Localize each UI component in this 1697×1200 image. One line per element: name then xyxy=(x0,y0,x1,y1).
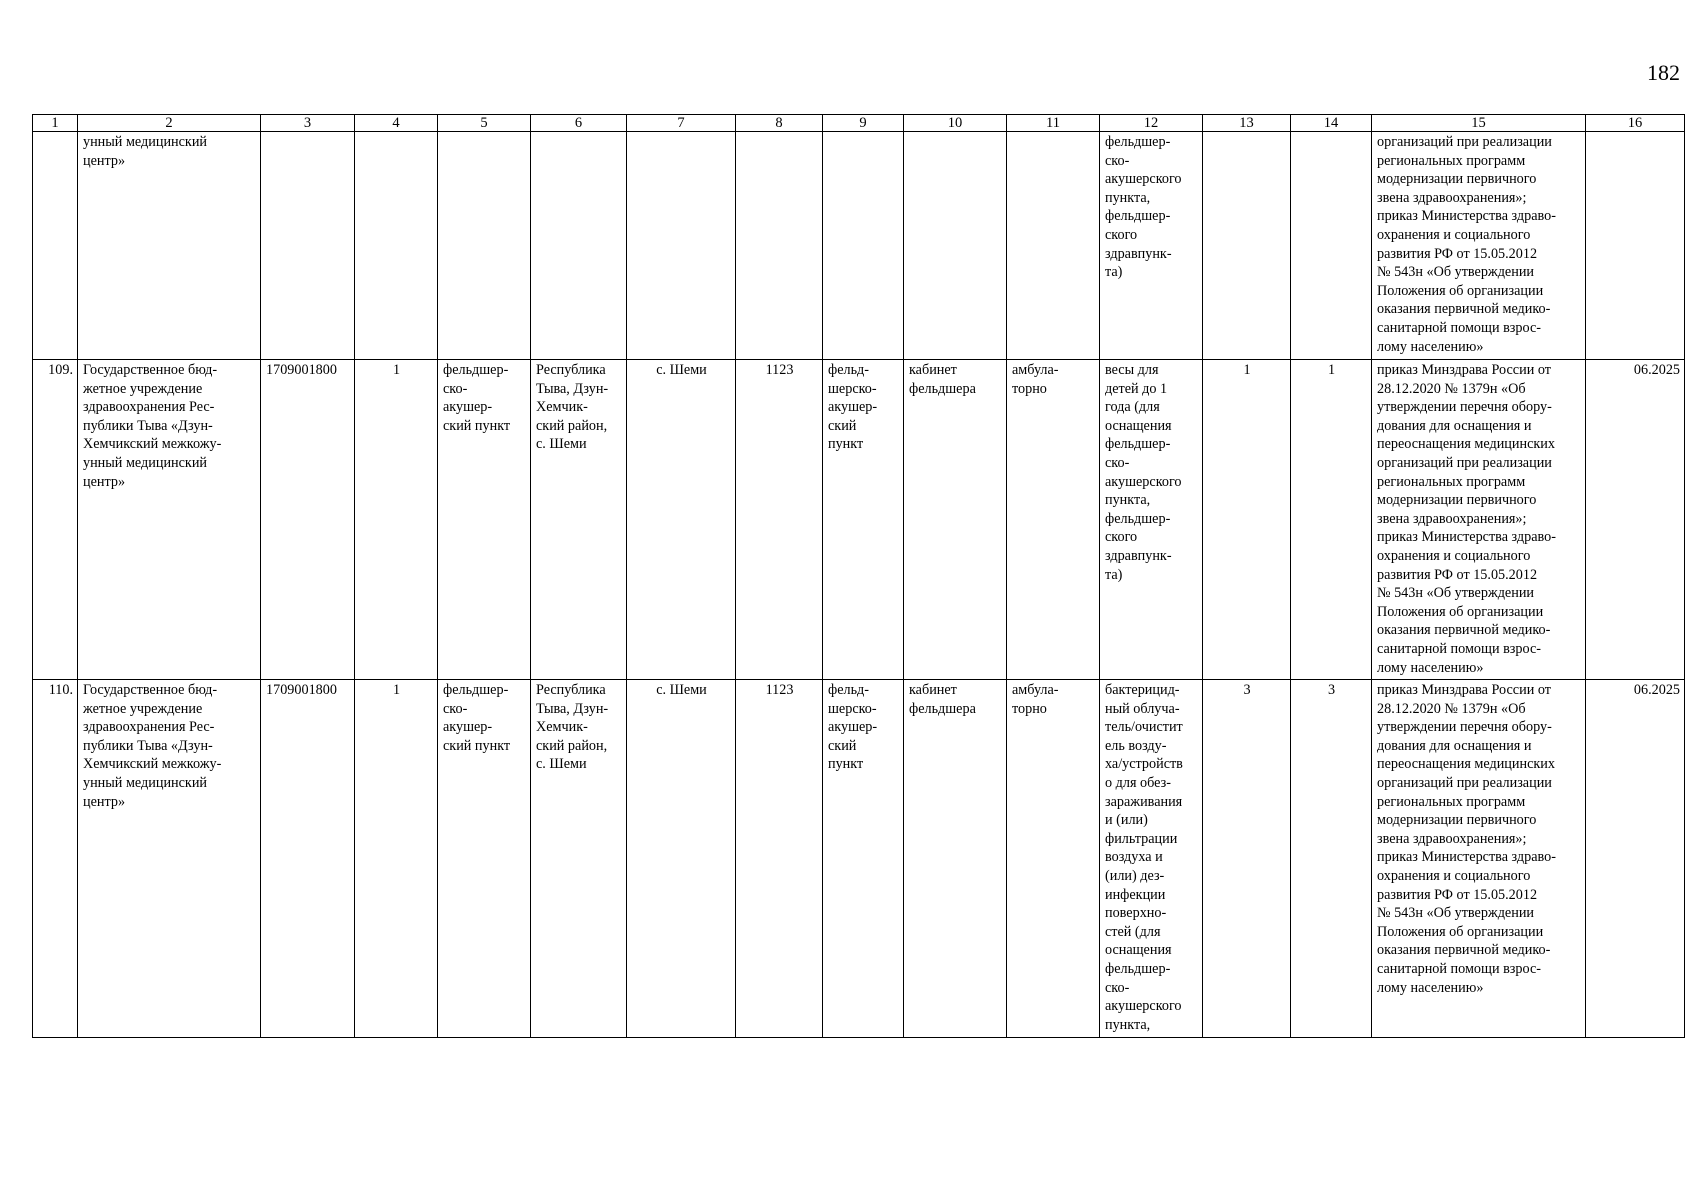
equipment-cell: фельдшер- ско- акушерского пункта, фельдшер- ского здравпунк- та) xyxy=(1100,132,1203,360)
address-cell: Республика Тыва, Дзун- Хемчик- ский район, с. Шеми xyxy=(531,360,627,680)
column-header: 11 xyxy=(1007,115,1100,132)
date-cell: 06.2025 xyxy=(1586,680,1685,1038)
column-number-header-row xyxy=(33,115,1685,132)
table-row xyxy=(33,680,1685,1038)
column-header: 10 xyxy=(904,115,1007,132)
row-number-cell: 110. xyxy=(33,680,78,1038)
column-header: 15 xyxy=(1372,115,1586,132)
count-cell xyxy=(1203,132,1291,360)
unit-type-cell: фельдшер- ско- акушер- ский пункт xyxy=(438,360,531,680)
column-header: 5 xyxy=(438,115,531,132)
number-cell xyxy=(736,132,823,360)
count-cell: 3 xyxy=(1203,680,1291,1038)
settlement-cell: с. Шеми xyxy=(627,360,736,680)
equipment-cell: весы для детей до 1 года (для оснащения фельдшер- ско- акушерского пункта, фельдшер- ского здравпунк- та) xyxy=(1100,360,1203,680)
regulation-cell: организаций при реализации региональных программ модернизации первичного звена здравоохранения»; приказ Министерства здраво- охранения и социального развития РФ от 15.05.2012 № 543н «Об утверждении Положения об организации оказания первичной медико- санитарной помощи взрос- лому населению» xyxy=(1372,132,1586,360)
column-header: 13 xyxy=(1203,115,1291,132)
column-header: 1 xyxy=(33,115,78,132)
date-cell: 06.2025 xyxy=(1586,360,1685,680)
code-cell: 1709001800 xyxy=(261,680,355,1038)
quantity-cell: 1 xyxy=(355,360,438,680)
care-mode-cell xyxy=(1007,132,1100,360)
column-header: 4 xyxy=(355,115,438,132)
number-cell: 1123 xyxy=(736,360,823,680)
institution-cell: унный медицинский центр» xyxy=(78,132,261,360)
count-cell: 1 xyxy=(1203,360,1291,680)
column-header: 3 xyxy=(261,115,355,132)
room-cell: кабинет фельдшера xyxy=(904,680,1007,1038)
column-header: 7 xyxy=(627,115,736,132)
table-row xyxy=(33,360,1685,680)
unit-type-cell xyxy=(438,132,531,360)
division-cell: фельд- шерско- акушер- ский пункт xyxy=(823,360,904,680)
number-cell: 1123 xyxy=(736,680,823,1038)
column-header: 16 xyxy=(1586,115,1685,132)
date-cell xyxy=(1586,132,1685,360)
page-number: 182 xyxy=(1647,60,1680,85)
room-cell: кабинет фельдшера xyxy=(904,360,1007,680)
count-cell xyxy=(1291,132,1372,360)
code-cell: 1709001800 xyxy=(261,360,355,680)
regulation-cell: приказ Минздрава России от 28.12.2020 № 1379н «Об утверждении перечня обору- дования для оснащения и переоснащения медицинских организаций при реализации региональных программ модернизации первичного звена здравоохранения»; приказ Министерства здраво- охранения и социального развития РФ от 15.05.2012 № 543н «Об утверждении Положения об организации оказания первичной медико- санитарной помощи взрос- лому населению» xyxy=(1372,680,1586,1038)
table-row xyxy=(33,132,1685,360)
care-mode-cell: амбула- торно xyxy=(1007,360,1100,680)
room-cell xyxy=(904,132,1007,360)
settlement-cell xyxy=(627,132,736,360)
care-mode-cell: амбула- торно xyxy=(1007,680,1100,1038)
settlement-cell: с. Шеми xyxy=(627,680,736,1038)
column-header: 12 xyxy=(1100,115,1203,132)
quantity-cell xyxy=(355,132,438,360)
column-header: 14 xyxy=(1291,115,1372,132)
division-cell xyxy=(823,132,904,360)
address-cell: Республика Тыва, Дзун- Хемчик- ский район, с. Шеми xyxy=(531,680,627,1038)
column-header: 9 xyxy=(823,115,904,132)
institution-cell: Государственное бюд- жетное учреждение здравоохранения Рес- публики Тыва «Дзун- Хемчикский межкожу- унный медицинский центр» xyxy=(78,360,261,680)
equipment-cell: бактерицид- ный облуча- тель/очистит ель возду- ха/устройств о для обез- зараживания и (или) фильтрации воздуха и (или) дез- инфекции поверхно- стей (для оснащения фельдшер- ско- акушерского пункта, xyxy=(1100,680,1203,1038)
quantity-cell: 1 xyxy=(355,680,438,1038)
row-number-cell xyxy=(33,132,78,360)
row-number-cell: 109. xyxy=(33,360,78,680)
equipment-table xyxy=(32,114,1685,1038)
address-cell xyxy=(531,132,627,360)
column-header: 2 xyxy=(78,115,261,132)
column-header: 6 xyxy=(531,115,627,132)
code-cell xyxy=(261,132,355,360)
column-header: 8 xyxy=(736,115,823,132)
count-cell: 3 xyxy=(1291,680,1372,1038)
institution-cell: Государственное бюд- жетное учреждение здравоохранения Рес- публики Тыва «Дзун- Хемчикский межкожу- унный медицинский центр» xyxy=(78,680,261,1038)
regulation-cell: приказ Минздрава России от 28.12.2020 № 1379н «Об утверждении перечня обору- дования для оснащения и переоснащения медицинских организаций при реализации региональных программ модернизации первичного звена здравоохранения»; приказ Министерства здраво- охранения и социального развития РФ от 15.05.2012 № 543н «Об утверждении Положения об организации оказания первичной медико- санитарной помощи взрос- лому населению» xyxy=(1372,360,1586,680)
division-cell: фельд- шерско- акушер- ский пункт xyxy=(823,680,904,1038)
unit-type-cell: фельдшер- ско- акушер- ский пункт xyxy=(438,680,531,1038)
count-cell: 1 xyxy=(1291,360,1372,680)
